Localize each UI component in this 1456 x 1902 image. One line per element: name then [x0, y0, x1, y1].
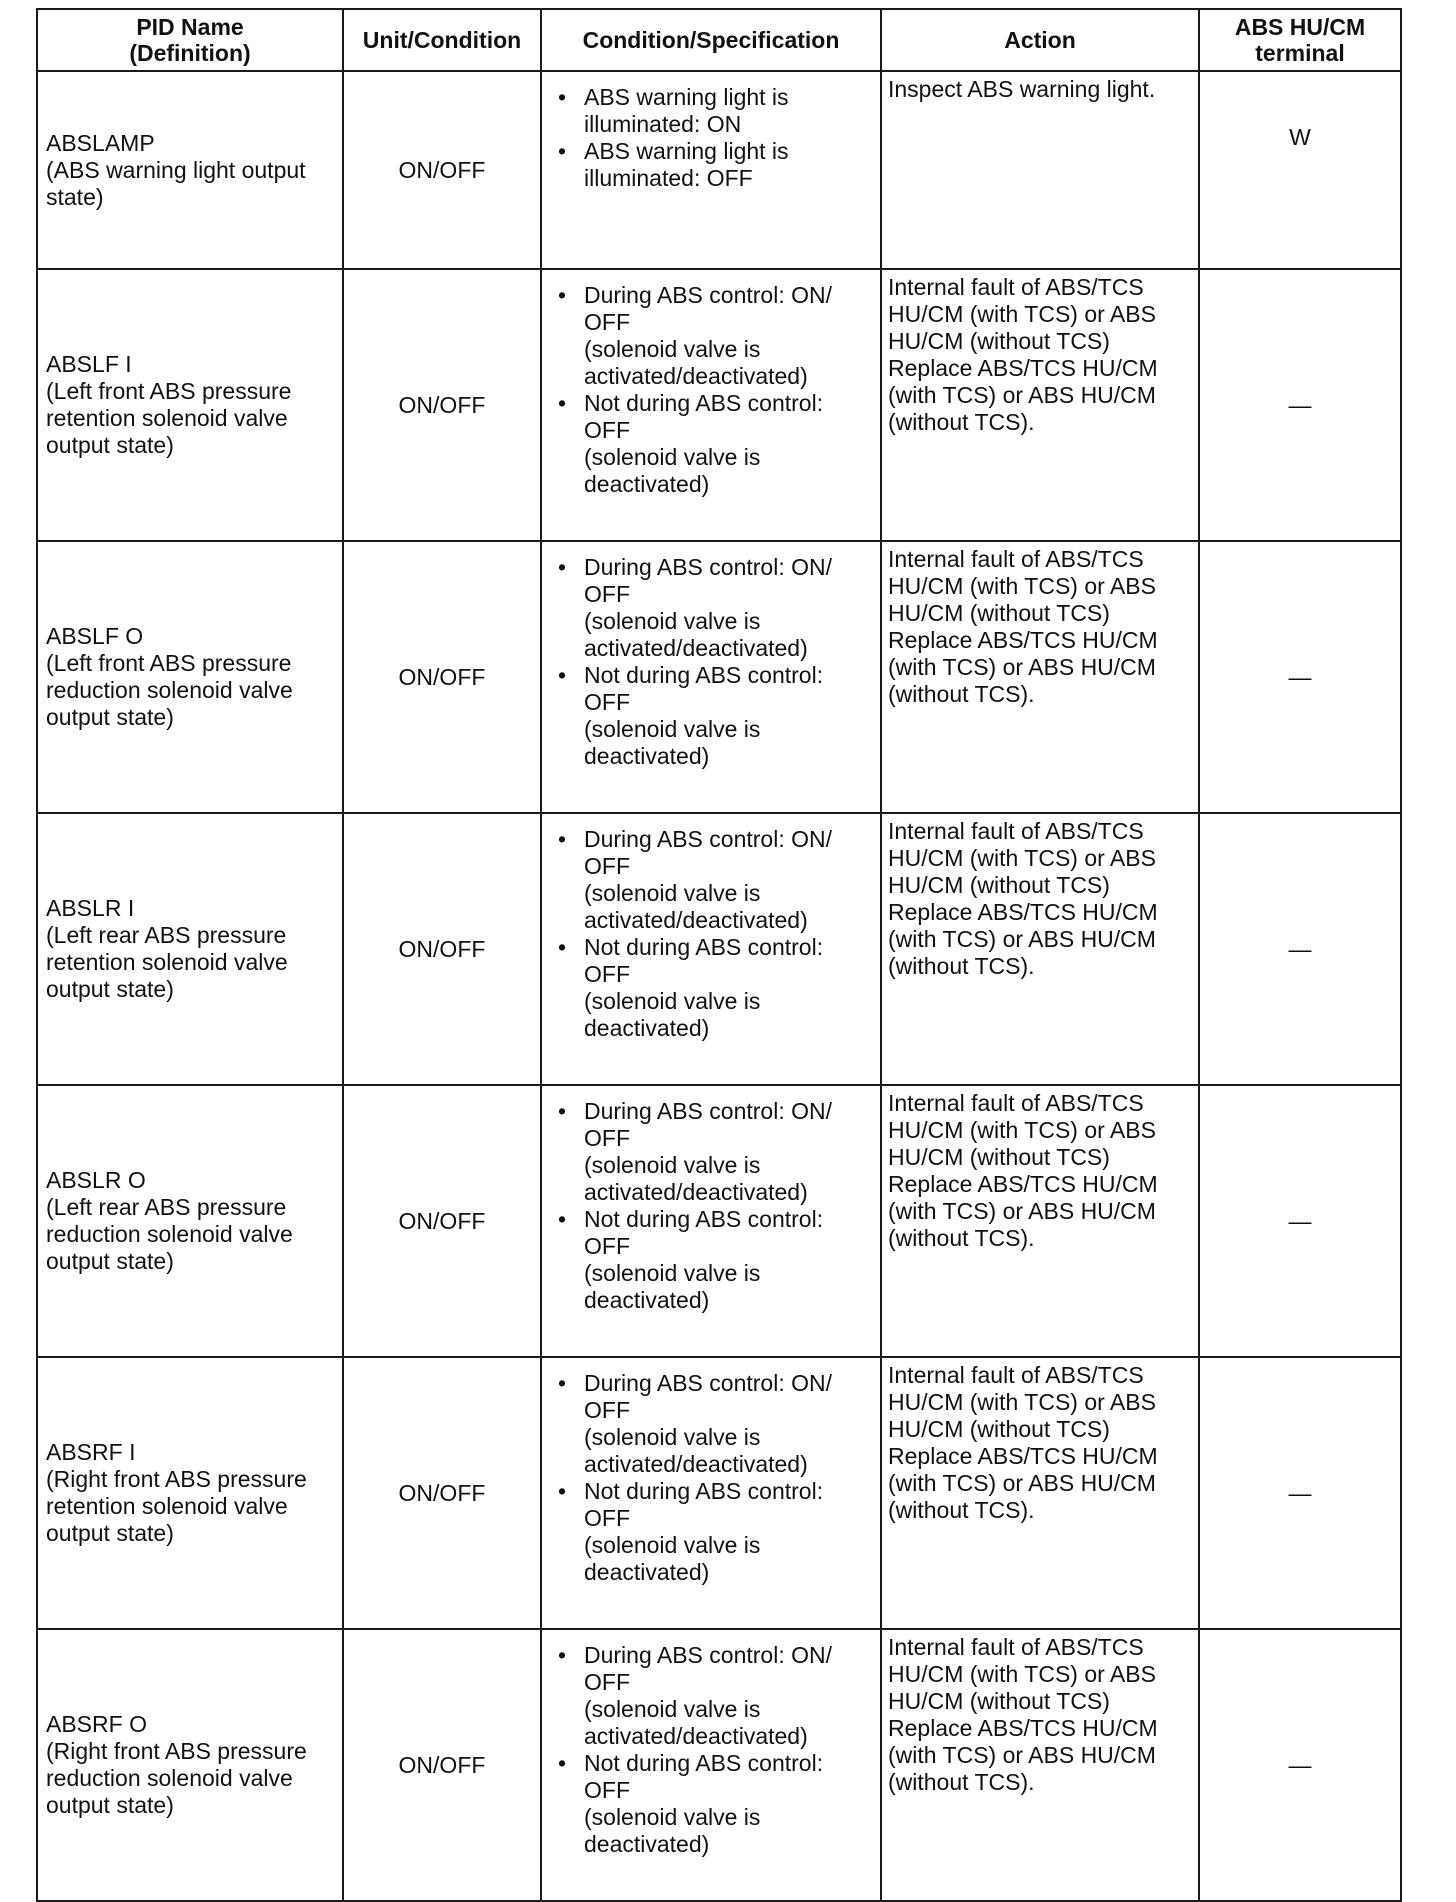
pid-cell	[37, 813, 343, 1085]
unit-cell: ON/OFF	[343, 71, 541, 269]
header-action: Action	[881, 9, 1199, 71]
pid-cell	[37, 541, 343, 813]
table-row	[37, 1357, 1401, 1629]
terminal-cell: —	[1199, 1357, 1401, 1629]
action-cell: Internal fault of ABS/TCS HU/CM (with TCS) or ABS HU/CM (without TCS) Replace ABS/TCS HU/CM (with TCS) or ABS HU/CM (without TCS).	[881, 541, 1199, 813]
condition-cell	[541, 71, 881, 269]
condition-cell	[541, 541, 881, 813]
unit-cell: ON/OFF	[343, 1357, 541, 1629]
pid-table	[36, 8, 1402, 1902]
condition-list	[554, 84, 874, 192]
action-cell: Inspect ABS warning light.	[881, 71, 1199, 269]
terminal-cell: —	[1199, 813, 1401, 1085]
condition-cell	[541, 269, 881, 541]
pid-definition: (Right front ABS pressure retention solenoid valve output state)	[46, 1466, 307, 1546]
condition-item: • Not during ABS control: OFF (solenoid valve is deactivated)	[554, 934, 874, 1042]
header-pid: PID Name (Definition)	[37, 9, 343, 71]
action-cell: Internal fault of ABS/TCS HU/CM (with TCS) or ABS HU/CM (without TCS) Replace ABS/TCS HU/CM (with TCS) or ABS HU/CM (without TCS).	[881, 813, 1199, 1085]
table-body	[37, 71, 1401, 1901]
condition-item: • During ABS control: ON/ OFF (solenoid valve is activated/deactivated)	[554, 826, 874, 934]
header-condition: Condition/Specification	[541, 9, 881, 71]
pid-name: ABSLAMP	[46, 129, 155, 156]
pid-definition: (Right front ABS pressure reduction solenoid valve output state)	[46, 1738, 307, 1818]
terminal-cell: W	[1199, 71, 1401, 269]
pid-definition: (Left rear ABS pressure reduction solenoid valve output state)	[46, 1194, 293, 1274]
pid-name: ABSRF O	[46, 1711, 147, 1737]
action-cell: Internal fault of ABS/TCS HU/CM (with TCS) or ABS HU/CM (without TCS) Replace ABS/TCS HU/CM (with TCS) or ABS HU/CM (without TCS).	[881, 1085, 1199, 1357]
pid-name: ABSRF I	[46, 1439, 136, 1465]
unit-cell: ON/OFF	[343, 541, 541, 813]
condition-item: • Not during ABS control: OFF (solenoid valve is deactivated)	[554, 1206, 874, 1314]
table-row	[37, 813, 1401, 1085]
terminal-cell: —	[1199, 269, 1401, 541]
table-row	[37, 71, 1401, 269]
pid-definition: (ABS warning light output state)	[46, 156, 306, 210]
condition-cell	[541, 813, 881, 1085]
pid-definition: (Left front ABS pressure reduction solenoid valve output state)	[46, 650, 293, 730]
pid-cell	[37, 71, 343, 269]
condition-list	[554, 554, 874, 770]
condition-item: • Not during ABS control: OFF (solenoid valve is deactivated)	[554, 1750, 874, 1858]
pid-definition: (Left rear ABS pressure retention solenoid valve output state)	[46, 922, 288, 1002]
terminal-cell: —	[1199, 541, 1401, 813]
pid-cell	[37, 1357, 343, 1629]
condition-list	[554, 1370, 874, 1586]
header-terminal: ABS HU/CM terminal	[1199, 9, 1401, 71]
condition-list	[554, 826, 874, 1042]
pid-name: ABSLF I	[46, 351, 132, 377]
condition-cell	[541, 1629, 881, 1901]
pid-definition: (Left front ABS pressure retention solenoid valve output state)	[46, 378, 292, 458]
pid-cell	[37, 1629, 343, 1901]
table-row	[37, 1629, 1401, 1901]
pid-name: ABSLR O	[46, 1167, 146, 1193]
unit-cell: ON/OFF	[343, 1629, 541, 1901]
condition-list	[554, 282, 874, 498]
condition-item: • ABS warning light is illuminated: OFF	[554, 138, 874, 192]
pid-cell	[37, 269, 343, 541]
table-row	[37, 1085, 1401, 1357]
condition-cell	[541, 1085, 881, 1357]
condition-list	[554, 1098, 874, 1314]
action-cell: Internal fault of ABS/TCS HU/CM (with TCS) or ABS HU/CM (without TCS) Replace ABS/TCS HU/CM (with TCS) or ABS HU/CM (without TCS).	[881, 1357, 1199, 1629]
condition-item: • During ABS control: ON/ OFF (solenoid valve is activated/deactivated)	[554, 554, 874, 662]
terminal-cell: —	[1199, 1629, 1401, 1901]
table-row	[37, 541, 1401, 813]
action-cell: Internal fault of ABS/TCS HU/CM (with TCS) or ABS HU/CM (without TCS) Replace ABS/TCS HU/CM (with TCS) or ABS HU/CM (without TCS).	[881, 1629, 1199, 1901]
pid-cell	[37, 1085, 343, 1357]
unit-cell: ON/OFF	[343, 1085, 541, 1357]
condition-item: • During ABS control: ON/ OFF (solenoid valve is activated/deactivated)	[554, 1370, 874, 1478]
condition-item: • During ABS control: ON/ OFF (solenoid valve is activated/deactivated)	[554, 1098, 874, 1206]
pid-name: ABSLR I	[46, 895, 135, 921]
pid-name: ABSLF O	[46, 623, 144, 649]
unit-cell: ON/OFF	[343, 813, 541, 1085]
condition-item: • Not during ABS control: OFF (solenoid valve is deactivated)	[554, 662, 874, 770]
condition-item: • Not during ABS control: OFF (solenoid valve is deactivated)	[554, 1478, 874, 1586]
header-row	[37, 9, 1401, 71]
condition-item: • ABS warning light is illuminated: ON	[554, 84, 874, 138]
header-unit: Unit/Condition	[343, 9, 541, 71]
table-row	[37, 269, 1401, 541]
condition-item: • During ABS control: ON/ OFF (solenoid valve is activated/deactivated)	[554, 1642, 874, 1750]
condition-item: • Not during ABS control: OFF (solenoid valve is deactivated)	[554, 390, 874, 498]
condition-item: • During ABS control: ON/ OFF (solenoid valve is activated/deactivated)	[554, 282, 874, 390]
unit-cell: ON/OFF	[343, 269, 541, 541]
condition-list	[554, 1642, 874, 1858]
terminal-cell: —	[1199, 1085, 1401, 1357]
condition-cell	[541, 1357, 881, 1629]
action-cell: Internal fault of ABS/TCS HU/CM (with TCS) or ABS HU/CM (without TCS) Replace ABS/TCS HU/CM (with TCS) or ABS HU/CM (without TCS).	[881, 269, 1199, 541]
table-header	[37, 9, 1401, 71]
